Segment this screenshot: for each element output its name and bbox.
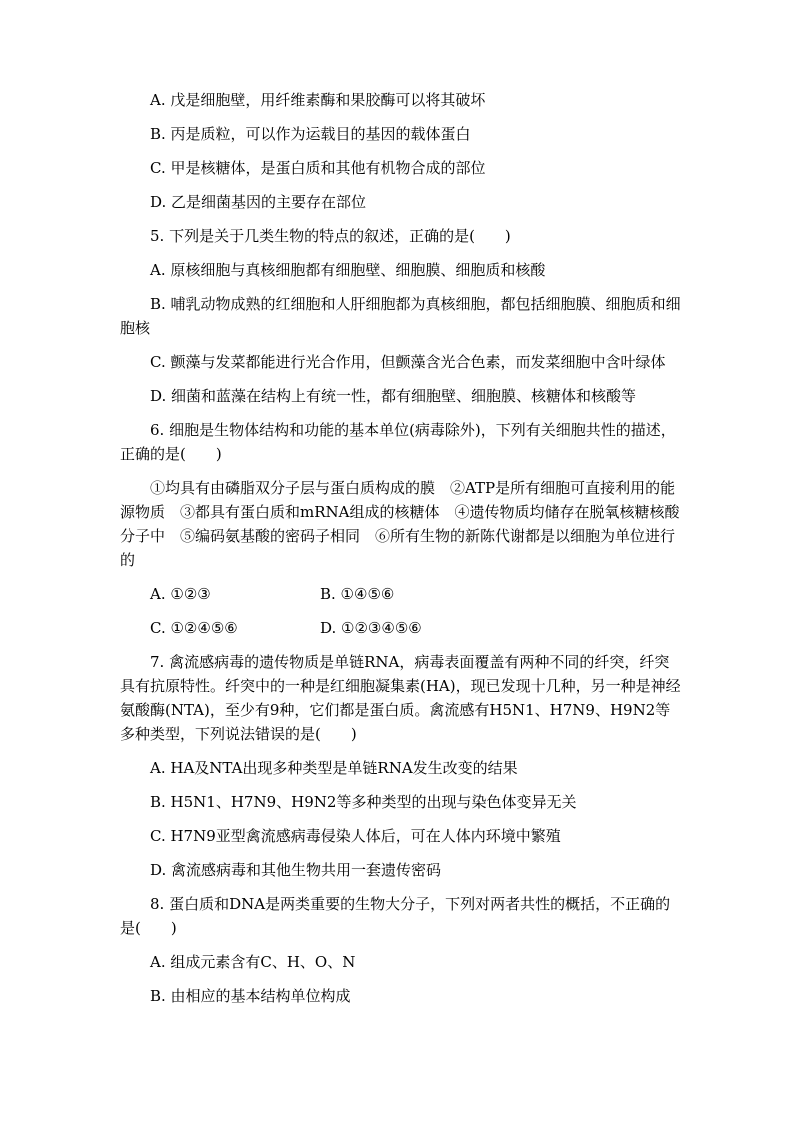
q4-option-b: B. 丙是质粒，可以作为运载目的基因的载体蛋白 (150, 125, 471, 143)
q6-stem: 6. 细胞是生物体结构和功能的基本单位(病毒除外)，下列有关细胞共性的描述，正确的是( ) (120, 421, 676, 463)
q7-stem: 7. 禽流感病毒的遗传物质是单链RNA，病毒表面覆盖有两种不同的纤突，纤突具有抗原特性。纤突中的一种是红细胞凝集素(HA)，现已发现十几种，另一种是神经氨酸酶(NTA)，至少有9种，它们都是蛋白质。禽流感有H5N1、H7N9、H9N2等多种类型，下列说法错误的是( ) (120, 653, 681, 743)
q4-option-c: C. 甲是核糖体，是蛋白质和其他有机物合成的部位 (150, 159, 486, 177)
q5-option-c: C. 颤藻与发菜都能进行光合作用，但颤藻含光合色素，而发菜细胞中含叶绿体 (150, 353, 666, 371)
q5-option-d: D. 细菌和蓝藻在结构上有统一性，都有细胞壁、细胞膜、核糖体和核酸等 (150, 387, 637, 405)
q6-option-d: D. ①②③④⑤⑥ (320, 619, 422, 637)
q6-option-c: C. ①②④⑤⑥ (150, 619, 238, 637)
q8-option-b: B. 由相应的基本结构单位构成 (150, 987, 351, 1005)
q7-option-a: A. HA及NTA出现多种类型是单链RNA发生改变的结果 (150, 759, 518, 777)
q6-options-row-1 (120, 582, 682, 606)
q4-option-a: A. 戊是细胞壁，用纤维素酶和果胶酶可以将其破坏 (150, 91, 486, 109)
q8-option-a: A. 组成元素含有C、H、O、N (150, 953, 356, 971)
q5-stem: 5. 下列是关于几类生物的特点的叙述，正确的是( ) (150, 227, 511, 245)
q6-option-a: A. ①②③ (150, 585, 211, 603)
document-page (120, 88, 682, 1018)
q6-statements: ①均具有由磷脂双分子层与蛋白质构成的膜 ②ATP是所有细胞可直接利用的能源物质 ③都具有蛋白质和mRNA组成的核糖体 ④遗传物质均储存在脱氧核糖核酸分子中 ⑤编码氨基酸的密码子相同 ⑥所有生物的新陈代谢都是以细胞为单位进行的 (120, 479, 680, 569)
q4-option-d: D. 乙是细菌基因的主要存在部位 (150, 193, 367, 211)
q7-option-d: D. 禽流感病毒和其他生物共用一套遗传密码 (150, 861, 442, 879)
q5-option-a: A. 原核细胞与真核细胞都有细胞壁、细胞膜、细胞质和核酸 (150, 261, 546, 279)
q7-option-b: B. H5N1、H7N9、H9N2等多种类型的出现与染色体变异无关 (150, 793, 577, 811)
q8-stem: 8. 蛋白质和DNA是两类重要的生物大分子，下列对两者共性的概括，不正确的是( ) (120, 895, 671, 937)
q7-option-c: C. H7N9亚型禽流感病毒侵染人体后，可在人体内环境中繁殖 (150, 827, 561, 845)
q5-option-b: B. 哺乳动物成熟的红细胞和人肝细胞都为真核细胞，都包括细胞膜、细胞质和细胞核 (120, 295, 681, 337)
q6-options-row-2 (120, 616, 682, 640)
q6-option-b: B. ①④⑤⑥ (320, 585, 395, 603)
